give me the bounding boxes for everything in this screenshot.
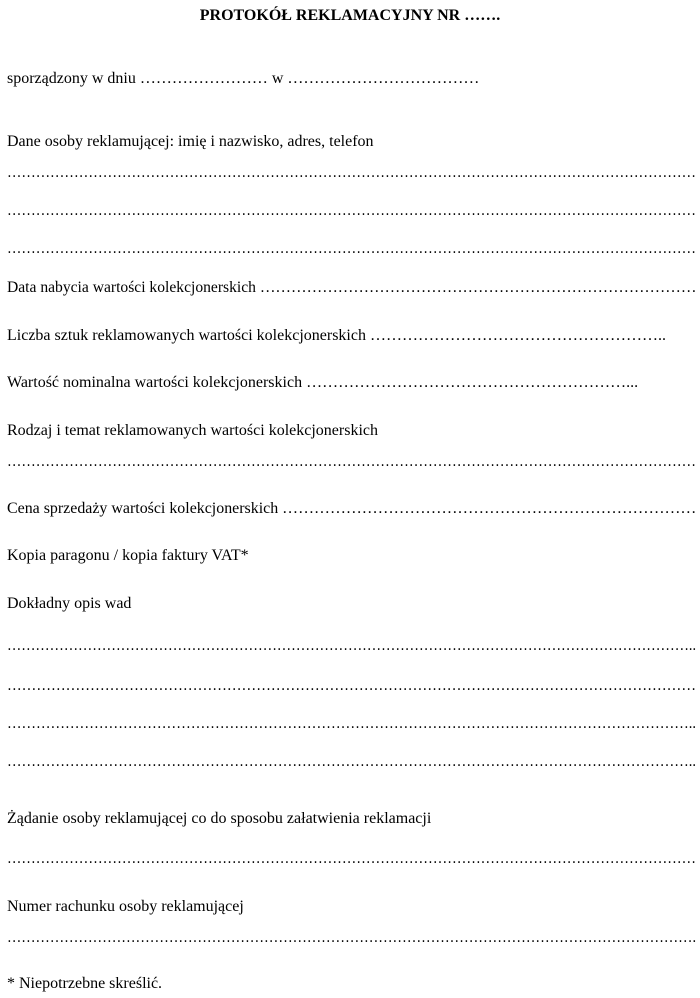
claimant-request-label: Żądanie osoby reklamującej co do sposobu załatwienia reklamacji [7,810,432,827]
defect-description-label: Dokładny opis wad [7,595,132,612]
claimant-data-label: Dane osoby reklamującej: imię i nazwisko, adres, telefon [7,133,374,150]
nominal-value-line: Wartość nominalna wartości kolekcjonerskich ……………………………………………………... [7,374,639,391]
account-number-blank-line-1: ………………………………………………………………………………………………………………………………. [7,929,697,946]
claimant-blank-line-2: ……………………………………………………………………………………………………………………………… [7,202,696,219]
claimant-blank-line-3: ……………………………………………………………………………………………………………………………… [7,240,696,257]
issued-date-place-line: sporządzony w dniu …………………… w ……………………………… [7,70,480,87]
footnote: * Niepotrzebne skreślić. [7,975,163,992]
purchase-date-line: Data nabycia wartości kolekcjonerskich ………………………………………………………………………… [7,279,697,296]
claimant-blank-line-1: ……………………………………………………………………………………………………………………………… [7,164,696,181]
sale-price-line: Cena sprzedaży wartości kolekcjonerskich …………………………………………………………………… [7,500,697,517]
document-title: PROTOKÓŁ REKLAMACYJNY NR ……. [199,7,501,24]
type-theme-blank-line-1: ……………………………………………………………………………………………………………………………… [7,453,696,470]
quantity-line: Liczba sztuk reklamowanych wartości kolekcjonerskich ……………………………………………….. [7,327,666,344]
type-theme-label: Rodzaj i temat reklamowanych wartości kolekcjonerskich [7,422,378,439]
claimant-request-blank-line-1: ……………………………………………………………………………………………………………………………… [7,850,696,867]
defect-blank-line-2: …………………………………………………………………………………………………………………………… [7,677,696,694]
account-number-label: Numer rachunku osoby reklamującej [7,898,244,915]
defect-blank-line-1: ……………………………………………………………………………………………………………………………….. [7,637,697,654]
receipt-copy-line: Kopia paragonu / kopia faktury VAT* [7,547,249,564]
defect-blank-line-4: …………………………………………………………………………………………………………………………….. [7,753,697,770]
defect-blank-line-3: …………………………………………………………………………………………………………………………….. [7,715,697,732]
